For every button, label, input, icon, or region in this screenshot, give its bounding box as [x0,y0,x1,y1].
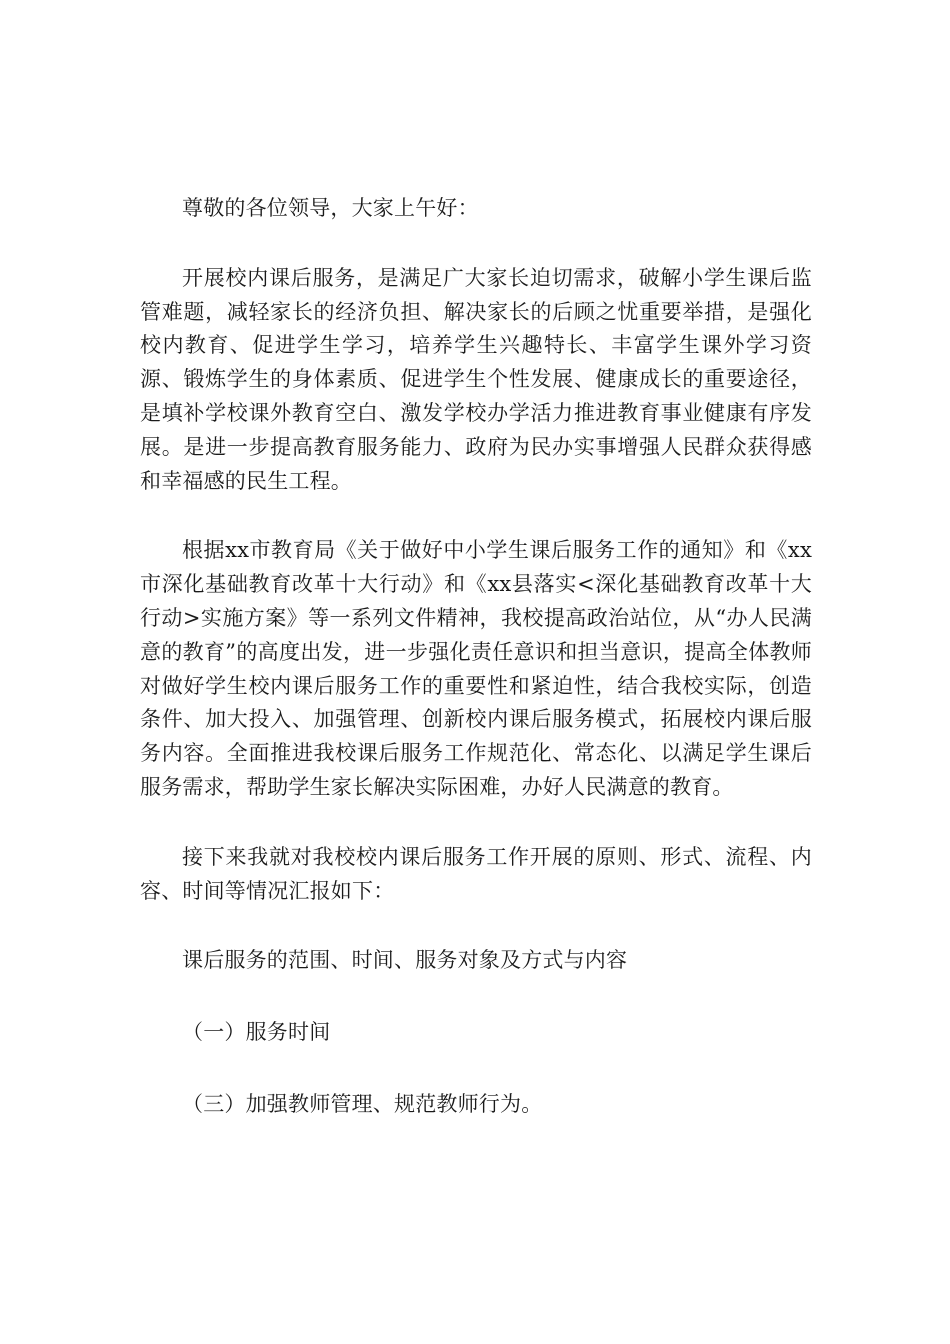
subheading-teacher-management: （三）加强教师管理、规范教师行为。 [182,1091,543,1116]
paragraph-policy-basis: 根据xx市教育局《关于做好中小学生课后服务工作的通知》和《xx市深化基础教育改革十大行动》和《xx县落实<深化基础教育改革十大行动>实施方案》等一系列文件精神，我校提高政治站位，从“办人民满意的教育”的高度出发，进一步强化责任意识和担当意识，提高全体教师对做好学生校内课后服务工作的重要性和紧迫性，结合我校实际，创造条件、加大投入、加强管理、创新校内课后服务模式，拓展校内课后服务内容。全面推进我校课后服务工作规范化、常态化、以满足学生课后服务需求，帮助学生家长解决实际困难，办好人民满意的教育。 [140,538,812,799]
subheading-service-time: （一）服务时间 [182,1020,331,1045]
salutation: 尊敬的各位领导，大家上午好： [182,196,479,220]
paragraph-report-lead: 接下来我就对我校校内课后服务工作开展的原则、形式、流程、内容、时间等情况汇报如下： [140,844,812,903]
section-heading-scope: 课后服务的范围、时间、服务对象及方式与内容 [182,948,628,973]
document-body [140,192,812,1122]
paragraph-intro: 开展校内课后服务，是满足广大家长迫切需求，破解小学生课后监管难题，减轻家长的经济负担、解决家长的后顾之忧重要举措，是强化校内教育、促进学生学习，培养学生兴趣特长、丰富学生课外学习资源、锻炼学生的身体素质、促进学生个性发展、健康成长的重要途径，是填补学校课外教育空白、激发学校办学活力推进教育事业健康有序发展。是进一步提高教育服务能力、政府为民办实事增强人民群众获得感和幸福感的民生工程。 [140,265,812,493]
